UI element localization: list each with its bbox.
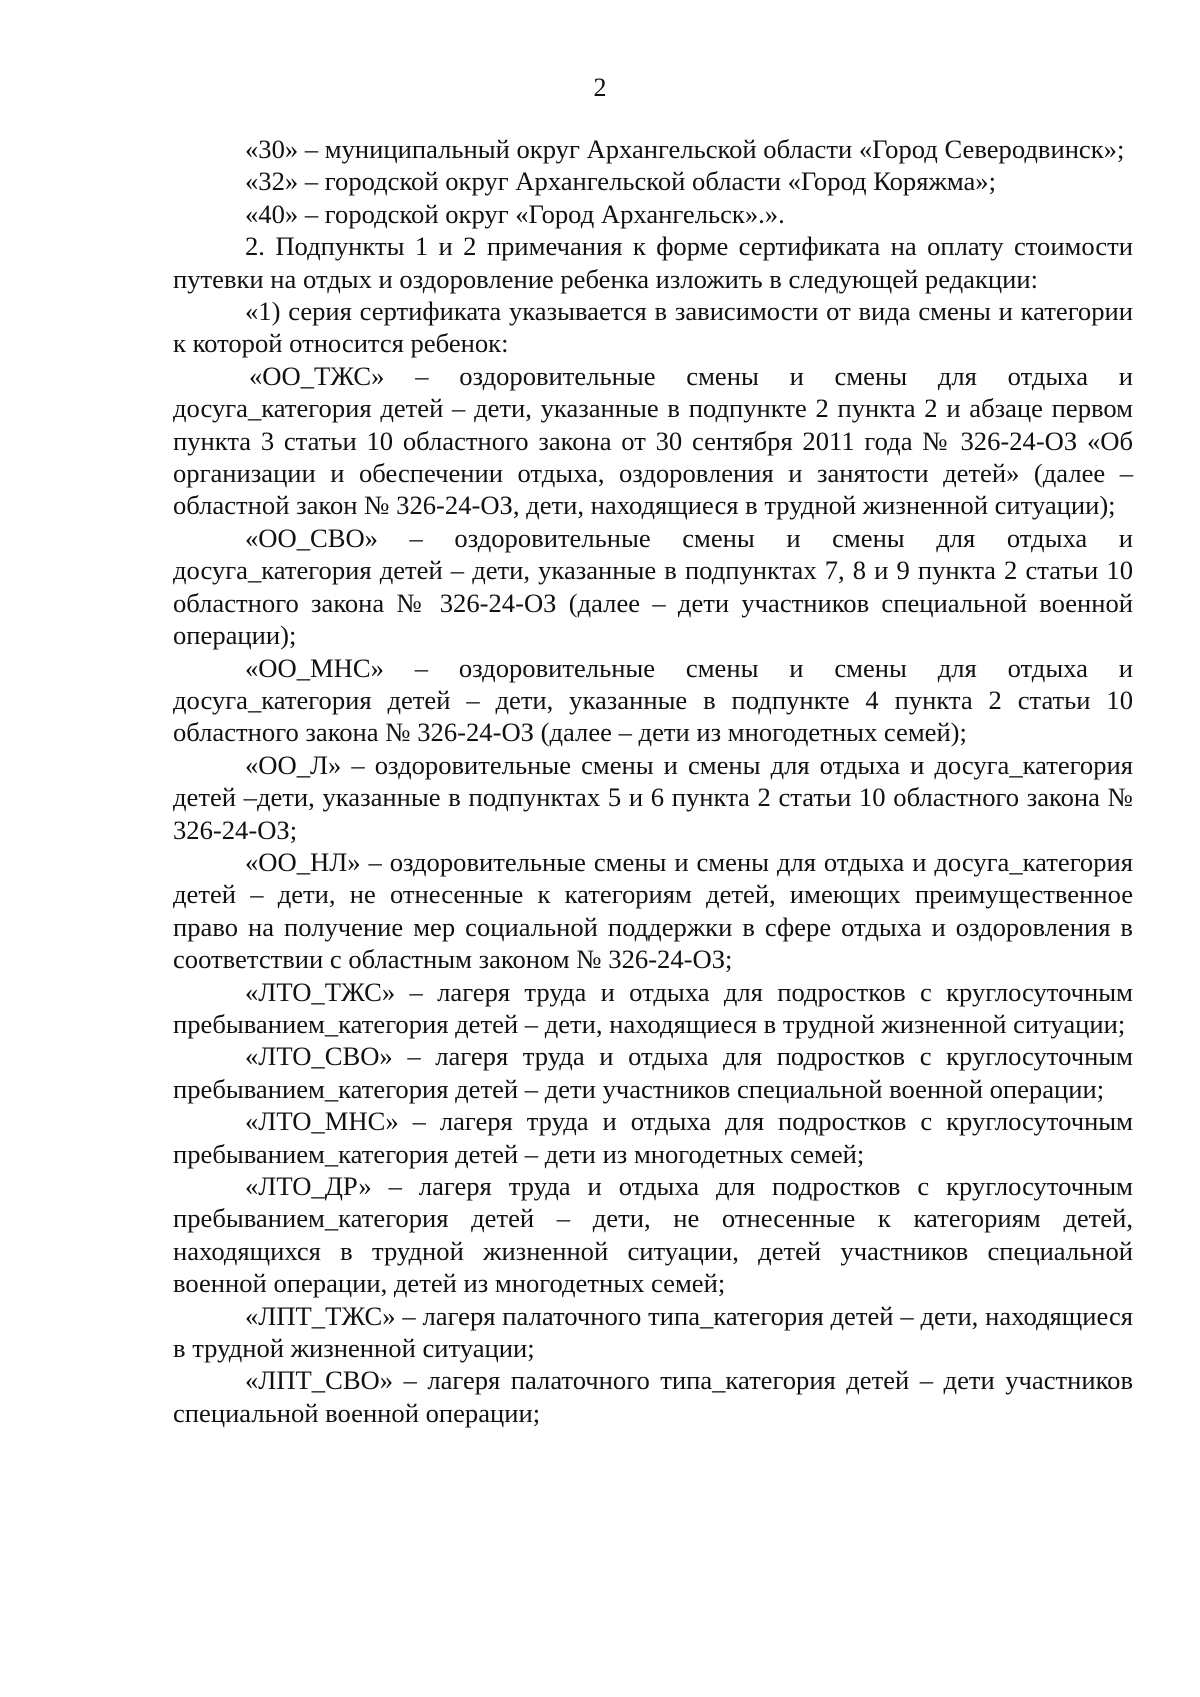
paragraph-lto-mns: «ЛТО_МНС» – лагеря труда и отдыха для подростков с круглосуточным пребыванием_категория детей – дети из многодетных семей; <box>173 1106 1133 1169</box>
paragraph-lpt-tzhs: «ЛПТ_ТЖС» – лагеря палаточного типа_категория детей – дети, находящиеся в трудной жизненной ситуации; <box>173 1300 1133 1364</box>
paragraph-oo-tzhs: «ОО_ТЖС» – оздоровительные смены и смены для отдыха и досуга_категория детей – дети, указанные в подпункте 2 пункта 2 и абзаце первом пункта 3 статьи 10 областного закона от 30 сентября 2011 года № 326-24-ОЗ «Об организации и обеспечении отдыха, оздоровления и занятости детей» (далее – областной закон № 326-24-ОЗ, дети, находящиеся в трудной жизненной ситуации); <box>173 360 1133 521</box>
paragraph-lpt-svo: «ЛПТ_СВО» – лагеря палаточного типа_категория детей – дети участников специальной военной операции; <box>173 1365 1133 1428</box>
paragraph-oo-nl: «ОО_НЛ» – оздоровительные смены и смены для отдыха и досуга_категория детей – дети, не отнесенные к категориям детей, имеющих преимущественное право на получение мер социальной поддержки в сфере отдыха и оздоровления в соответствии с областным законом № 326-24-ОЗ; <box>173 846 1133 975</box>
paragraph-32: «32» – городской округ Архангельской области «Город Коряжма»; <box>245 166 996 197</box>
paragraph-lto-svo: «ЛТО_СВО» – лагеря труда и отдыха для подростков с круглосуточным пребыванием_категория детей – дети участников специальной военной операции; <box>173 1041 1133 1104</box>
document-body <box>173 133 1133 1429</box>
paragraph-30: «30» – муниципальный округ Архангельской области «Город Северодвинск»; <box>245 134 1125 164</box>
paragraph-oo-mns: «ОО_МНС» – оздоровительные смены и смены для отдыха и досуга_категория детей – дети, указанные в подпункте 4 пункта 2 статьи 10 областного закона № 326-24-ОЗ (далее – дети из многодетных семей); <box>173 652 1133 748</box>
paragraph-lto-dr: «ЛТО_ДР» – лагеря труда и отдыха для подростков с круглосуточным пребыванием_категория детей – дети, не отнесенные к категориям детей, находящихся в трудной жизненной ситуации, детей участников специальной военной операции, детей из многодетных семей; <box>173 1171 1133 1299</box>
paragraph-subitem-1: «1) серия сертификата указывается в зависимости от вида смены и категории к которой относится ребенок: <box>173 296 1133 359</box>
paragraph-lto-tzhs: «ЛТО_ТЖС» – лагеря труда и отдыха для подростков с круглосуточным пребыванием_категория детей – дети, находящиеся в трудной жизненной ситуации; <box>173 976 1133 1039</box>
paragraph-40: «40» – городской округ «Город Архангельск».». <box>245 198 785 229</box>
paragraph-oo-svo: «ОО_СВО» – оздоровительные смены и смены для отдыха и досуга_категория детей – дети, указанные в подпунктах 7, 8 и 9 пункта 2 статьи 10 областного закона № 326-24-ОЗ (далее – дети участников специальной военной операции); <box>173 522 1133 651</box>
paragraph-oo-l: «ОО_Л» – оздоровительные смены и смены для отдыха и досуга_категория детей –дети, указанные в подпунктах 5 и 6 пункта 2 статьи 10 областного закона № 326-24-ОЗ; <box>173 749 1133 845</box>
page-number: 2 <box>593 73 607 102</box>
paragraph-item-2: 2. Подпункты 1 и 2 примечания к форме сертификата на оплату стоимости путевки на отдых и оздоровление ребенка изложить в следующей редакции: <box>173 231 1133 294</box>
